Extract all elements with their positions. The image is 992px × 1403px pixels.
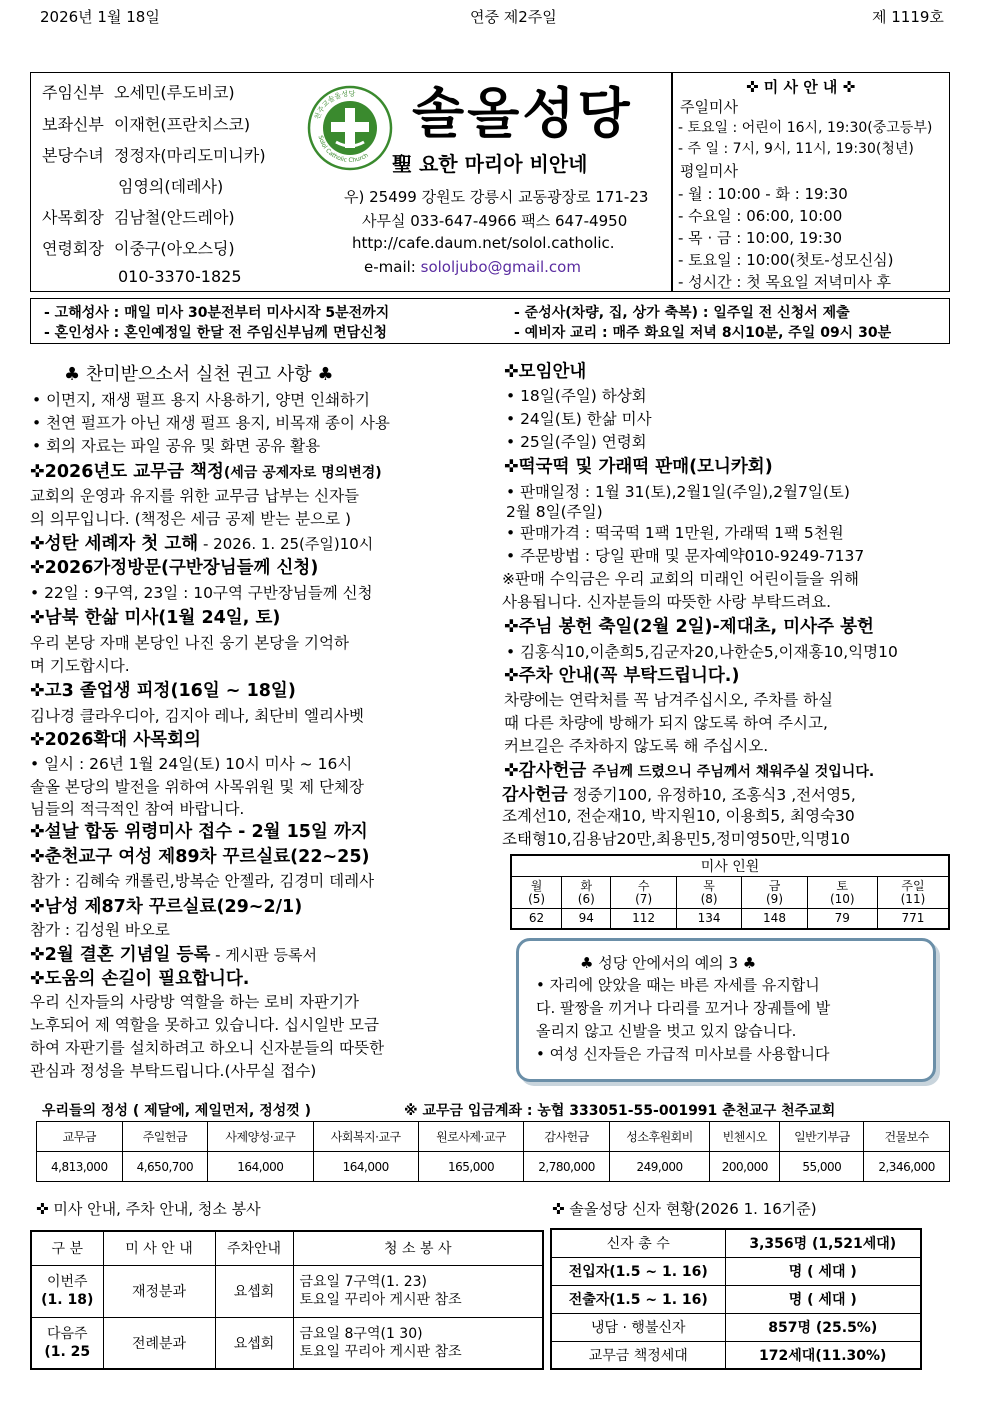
graduate-body: 김나경 클라우디아, 김지아 레나, 최단비 엘리사벳 <box>30 707 364 725</box>
help-title: 도움의 손길이 필요합니다. <box>44 969 250 989</box>
staff-name: 정정자(마리도미니카) <box>114 146 266 165</box>
parish-seal-logo <box>306 84 394 172</box>
service-parking: 요셉회 <box>215 1265 293 1317</box>
attendance-day: 월 <box>530 878 543 893</box>
attendance-table <box>510 854 950 930</box>
members-value: 명 ( 세대 ) <box>725 1257 921 1285</box>
feast-title: 주님 봉헌 축일(2월 2일)-제대초, 미사주 봉헌 <box>518 617 874 637</box>
service-clean: 금요일 8구역(1 30) <box>299 1325 423 1342</box>
offering-head: 원로사제·교구 <box>418 1122 523 1152</box>
attendance-date: (8) <box>700 891 718 906</box>
anniversary-sub: - 게시판 등록서 <box>210 946 318 964</box>
svg-text:Solol Catholic Church: Solol Catholic Church <box>316 134 370 165</box>
ricecake-line: ※판매 수익금은 우리 교회의 미래인 어린이들을 위해 <box>502 570 859 588</box>
parking-body: 차량에는 연락처를 꼭 남겨주십시오, 주차를 하실 <box>504 691 834 709</box>
visit-title: 2026가정방문(구반장님들께 신청) <box>44 558 319 578</box>
thanks-line: 조계선10, 전순재10, 박지원10, 이용희5, 최영숙30 <box>502 807 855 825</box>
ricecake-heading: ✜떡국떡 및 가래떡 판매(모니카회) <box>504 457 773 477</box>
meeting-heading: ✜모임안내 <box>504 362 587 382</box>
members-heading: ✜ 솔올성당 신자 현황(2026 1. 16기준) <box>552 1200 817 1218</box>
thanks-label: 감사헌금 <box>502 785 568 805</box>
men-heading: ✜남성 제87차 꾸르실료(29~2/1) <box>30 897 303 917</box>
members-value: 857명 (25.5%) <box>725 1313 921 1341</box>
staff-name: 김남철(안드레아) <box>114 208 235 227</box>
attendance-date: (10) <box>829 891 855 906</box>
offering-head: 빈첸시오 <box>710 1122 780 1152</box>
parish-address: 우) 25499 강원도 강릉시 교동광장로 171-23 <box>344 188 649 206</box>
eco-item: • 회의 자료는 파일 공유 및 화면 공유 활용 <box>32 437 321 455</box>
parking-body: 때 다른 차량에 방해가 되지 않도록 하여 주시고, <box>504 714 828 732</box>
attendance-day: 토 <box>836 878 849 893</box>
offering-head: 건물보수 <box>864 1122 950 1152</box>
weekday-mass-line: - 월 : 10:00 - 화 : 19:30 <box>678 185 848 203</box>
ricecake-line: 사용됩니다. 신자분들의 따뜻한 사랑 부탁드려요. <box>502 593 832 611</box>
unity-title: 남북 한삶 미사(1월 24일, 토) <box>44 608 281 628</box>
offering-value: 4,650,700 <box>122 1152 208 1182</box>
staff-role: 사목회장 <box>42 208 104 227</box>
parking-body: 커브길은 주차하지 않도록 해 주십시오. <box>504 737 769 755</box>
council-heading: ✜2026확대 사목회의 <box>30 730 201 750</box>
ricecake-line: • 판매가격 : 떡국떡 1팩 1만원, 가래떡 1팩 5천원 <box>506 524 844 542</box>
members-title: 솔올성당 신자 현황(2026 1. 16기준) <box>569 1200 817 1218</box>
feast-body: • 김홍식10,이춘희5,김군자20,나한순5,이재홍10,익명10 <box>506 643 898 661</box>
attendance-date: (7) <box>635 891 653 906</box>
thanks-title: 감사헌금 <box>518 761 587 781</box>
service-week-date: (1. 18) <box>41 1292 94 1308</box>
issue-number: 제 1119호 <box>872 8 944 26</box>
mass-title-text: 미 사 안 내 <box>763 78 838 96</box>
visit-heading: ✜2026가정방문(구반장님들께 신청) <box>30 558 319 578</box>
ricecake-title: 떡국떡 및 가래떡 판매(모니카회) <box>518 457 773 477</box>
eco-title: ♣ 찬미받으소서 실천 권고 사항 ♣ <box>64 364 334 385</box>
service-head: 청 소 봉 사 <box>293 1231 543 1265</box>
attendance-date: (9) <box>766 891 783 906</box>
attendance-day: 화 <box>580 878 593 893</box>
meeting-item: • 18일(주일) 하상회 <box>506 387 647 405</box>
members-key: 전입자(1.5 ~ 1. 16) <box>551 1257 725 1285</box>
attendance-day: 금 <box>768 878 781 893</box>
council-body: 님들의 적극적인 참여 바랍니다. <box>30 800 245 818</box>
tithe-subtitle: (세금 공제자로 명의변경) <box>223 465 382 481</box>
staff-name: 이재헌(프란치스코) <box>114 115 251 134</box>
service-week: 이번주 <box>46 1274 88 1290</box>
bulletin-date: 2026년 1월 18일 <box>40 8 160 26</box>
offering-value: 200,000 <box>710 1152 780 1182</box>
help-body: 노후되어 제 역할을 못하고 있습니다. 십시일반 모금 <box>30 1016 379 1034</box>
attendance-date: (5) <box>528 891 546 906</box>
offering-head: 사제양성·교구 <box>208 1122 313 1152</box>
offering-table <box>36 1121 950 1182</box>
attendance-title: 미사 인원 <box>511 855 949 877</box>
service-mass: 전례분과 <box>103 1317 215 1369</box>
help-body: 하여 자판기를 설치하려고 하오니 신자분들의 따뜻한 <box>30 1039 385 1057</box>
weekday-mass-label: 평일미사 <box>680 162 738 180</box>
service-week-date: (1. 25 <box>44 1343 91 1360</box>
service-head: 구 분 <box>31 1231 103 1265</box>
offering-value: 164,000 <box>313 1152 418 1182</box>
etiquette-line: • 자리에 앉았을 때는 바른 자세를 유지합니 <box>536 976 820 994</box>
weekday-mass-line: - 토요일 : 10:00(첫토-성모신심) <box>678 251 894 269</box>
notice-marriage: - 혼인성사 : 혼인예정일 한달 전 주임신부님께 면담신청 <box>44 325 388 341</box>
parish-cafe-link[interactable]: http://cafe.daum.net/solol.catholic. <box>352 234 615 252</box>
men-title: 남성 제87차 꾸르실료(29~2/1) <box>44 897 303 917</box>
attendance-count: 148 <box>742 909 807 929</box>
service-clean: 토요일 꾸리아 게시판 참조 <box>299 1343 462 1360</box>
council-body: • 일시 : 26년 1월 24일(토) 10시 미사 ~ 16시 <box>30 755 353 773</box>
parish-name: 솔올성당 <box>412 82 633 145</box>
anniversary-title: 2월 결혼 기념일 등록 <box>44 945 211 965</box>
service-mass: 재정분과 <box>103 1265 215 1317</box>
weekday-mass-line: - 목 · 금 : 10:00, 19:30 <box>678 229 843 247</box>
offering-value: 4,813,000 <box>37 1152 123 1182</box>
lunar-title: 설날 합동 위령미사 접수 - 2월 15일 까지 <box>44 822 368 842</box>
members-table <box>550 1228 922 1370</box>
meeting-item: • 25일(주일) 연령회 <box>506 433 647 451</box>
offering-head: 감사헌금 <box>524 1122 610 1152</box>
tithe-title: 2026년도 교무금 책정 <box>44 462 224 482</box>
staff-name: 이중구(아오스딩) <box>114 239 235 258</box>
tithe-body: 교회의 운영과 유지를 위한 교무금 납부는 신자들 <box>30 487 360 505</box>
etiquette-title: ♣ 성당 안에서의 예의 3 ♣ <box>580 954 757 972</box>
service-row <box>31 1317 543 1369</box>
weekday-mass-line: - 수요일 : 06:00, 10:00 <box>678 207 843 225</box>
meeting-title: 모임안내 <box>518 362 587 382</box>
sunday-mass-line: - 주 일 : 7시, 9시, 11시, 19:30(청년) <box>678 141 914 157</box>
offering-head: 성소후원회비 <box>609 1122 709 1152</box>
parking-heading: ✜주차 안내(꼭 부탁드립니다.) <box>504 666 740 686</box>
staff-role: 본당수녀 <box>42 146 104 165</box>
attendance-count: 134 <box>676 909 741 929</box>
members-value: 172세대(11.30%) <box>725 1341 921 1369</box>
service-week: 다음주 <box>46 1325 88 1342</box>
confession-date: - 2026. 1. 25(주일)10시 <box>198 535 374 553</box>
service-parking: 요셉회 <box>215 1317 293 1369</box>
attendance-count: 62 <box>511 909 562 929</box>
offering-head: 교무금 <box>37 1122 123 1152</box>
attendance-count: 771 <box>877 909 949 929</box>
tithe-heading: ✜2026년도 교무금 책정(세금 공제자로 명의변경) <box>30 462 382 482</box>
thanks-line: 조태형10,김용남20만,최용민5,정미영50만,익명10 <box>502 830 851 848</box>
confession-heading: ✜성탄 세례자 첫 고해 - 2026. 1. 25(주일)10시 <box>30 534 374 554</box>
offering-value: 2,780,000 <box>524 1152 610 1182</box>
service-table <box>30 1230 544 1370</box>
sunday-mass-line: - 토요일 : 어린이 16시, 19:30(중고등부) <box>678 120 933 136</box>
staff-role: 보좌신부 <box>42 115 104 134</box>
members-key: 전출자(1.5 ~ 1. 16) <box>551 1285 725 1313</box>
women-title: 춘천교구 여성 제89차 꾸르실료(22~25) <box>44 847 370 867</box>
ricecake-line: • 주문방법 : 당일 판매 및 문자예약010-9249-7137 <box>506 547 865 565</box>
service-head: 주차안내 <box>215 1231 293 1265</box>
offering-value: 55,000 <box>780 1152 864 1182</box>
tithe-body: 의 의무입니다. (책정은 세금 공제 받는 분으로 ) <box>30 510 352 528</box>
thanks-subtitle: 주님께 드렸으니 주님께서 채워주실 것입니다. <box>592 764 875 780</box>
attendance-day: 주일 <box>901 878 925 893</box>
members-key: 냉담 · 행불신자 <box>551 1313 725 1341</box>
parish-saint: 聖 요한 마리아 비안네 <box>392 152 588 176</box>
liturgical-week: 연중 제2주일 <box>470 8 557 26</box>
unity-body: 우리 본당 자매 본당인 나진 웅기 본당을 기억하 <box>30 634 349 652</box>
etiquette-line: 올리지 않고 신발을 벗고 있지 않습니다. <box>536 1022 797 1040</box>
offering-title: 우리들의 정성 ( 제달에, 제일먼저, 정성껏 ) <box>42 1103 312 1119</box>
offering-value: 165,000 <box>418 1152 523 1182</box>
offering-value: 249,000 <box>609 1152 709 1182</box>
members-key: 교무금 책정세대 <box>551 1341 725 1369</box>
thanks-names: 정중기100, 유정하10, 조홍식3 ,전서영5, <box>567 786 856 804</box>
visit-body: • 22일 : 9구역, 23일 : 10구역 구반장님들께 신청 <box>30 584 373 602</box>
unity-body: 며 기도합시다. <box>30 657 130 675</box>
women-body: 참가 : 김혜숙 캐롤린,방복순 안젤라, 김경미 데레사 <box>30 872 375 890</box>
service-row <box>31 1265 543 1317</box>
email-link[interactable]: sololjubo@gmail.com <box>420 258 581 276</box>
attendance-date: (11) <box>900 891 926 906</box>
men-body: 참가 : 김성원 바오로 <box>30 921 170 939</box>
weekday-mass-line: - 성시간 : 첫 목요일 저녁미사 후 <box>678 273 891 291</box>
mass-title: ✜ 미 사 안 내 ✜ <box>746 78 856 96</box>
members-value: 3,356명 (1,521세대) <box>725 1229 921 1257</box>
parish-phone: 사무실 033-647-4966 팩스 647-4950 <box>362 212 628 230</box>
svg-text:천주교솔올성당: 천주교솔올성당 <box>313 89 356 121</box>
thanks-line <box>502 780 856 805</box>
meeting-item: • 24일(토) 한삶 미사 <box>506 410 652 428</box>
etiquette-line: 다. 팔짱을 끼거나 다리를 꼬거나 장궤틀에 발 <box>536 999 831 1017</box>
confession-title: 성탄 세례자 첫 고해 <box>44 534 199 554</box>
members-value: 명 ( 세대 ) <box>725 1285 921 1313</box>
eco-item: • 이면지, 재생 펄프 용지 사용하기, 양면 인쇄하기 <box>32 391 370 409</box>
service-head: 미 사 안 내 <box>103 1231 215 1265</box>
members-key: 신자 총 수 <box>551 1229 725 1257</box>
offering-head: 주일헌금 <box>122 1122 208 1152</box>
service-clean: 금요일 7구역(1. 23) <box>299 1274 428 1290</box>
service-clean: 토요일 꾸리아 게시판 참조 <box>299 1292 462 1308</box>
ricecake-line: • 판매일정 : 1월 31(토),2월1일(주일),2월7일(토) <box>506 483 850 501</box>
staff-name: 임영의(데레사) <box>118 177 224 196</box>
service-heading: ✜ 미사 안내, 주차 안내, 청소 봉사 <box>36 1200 261 1218</box>
unity-heading: ✜남북 한삶 미사(1월 24일, 토) <box>30 608 281 628</box>
attendance-count: 94 <box>562 909 611 929</box>
attendance-count: 112 <box>611 909 676 929</box>
attendance-day: 목 <box>703 878 715 893</box>
graduate-title: 고3 졸업생 피정(16일 ~ 18일) <box>44 681 296 701</box>
eco-item: • 천연 펄프가 아닌 재생 펄프 용지, 비목재 종이 사용 <box>32 414 390 432</box>
attendance-count: 79 <box>807 909 877 929</box>
lunar-heading: ✜설날 합동 위령미사 접수 - 2월 15일 까지 <box>30 822 368 842</box>
offering-head: 일반기부금 <box>780 1122 864 1152</box>
graduate-heading: ✜고3 졸업생 피정(16일 ~ 18일) <box>30 681 296 701</box>
offering-account: ※ 교무금 입금계좌 : 농협 333051-55-001991 춘천교구 천주교회 <box>404 1103 836 1119</box>
staff-role: 연령회장 <box>42 239 104 258</box>
council-title: 2026확대 사목회의 <box>44 730 201 750</box>
notice-catechumen: - 예비자 교리 : 매주 화요일 저녁 8시10분, 주일 09시 30분 <box>514 325 892 341</box>
etiquette-line: • 여성 신자들은 가급적 미사보를 사용합니다 <box>536 1045 830 1063</box>
attendance-date: (6) <box>577 891 595 906</box>
help-body: 우리 신자들의 사랑방 역할을 하는 로비 자판기가 <box>30 993 360 1011</box>
notice-confession: - 고해성사 : 매일 미사 30분전부터 미사시작 5분전까지 <box>44 305 390 321</box>
offering-value: 164,000 <box>208 1152 313 1182</box>
attendance-day: 수 <box>637 878 650 893</box>
staff-role: 주임신부 <box>42 83 104 102</box>
email-label: e-mail: <box>364 258 416 276</box>
help-heading: ✜도움의 손길이 필요합니다. <box>30 969 250 989</box>
ricecake-line: 2월 8일(주일) <box>506 503 603 521</box>
offering-value: 2,346,000 <box>864 1152 950 1182</box>
anniversary-heading: ✜2월 결혼 기념일 등록 - 게시판 등록서 <box>30 945 318 965</box>
help-body: 관심과 정성을 부탁드립니다.(사무실 접수) <box>30 1062 317 1080</box>
thanks-heading: ✜감사헌금 주님께 드렸으니 주님께서 채워주실 것입니다. <box>504 761 875 781</box>
sunday-mass-label: 주일미사 <box>680 98 738 116</box>
offering-head: 사회복지·교구 <box>313 1122 418 1152</box>
council-body: 솔올 본당의 발전을 위하여 사목위원 및 제 단체장 <box>30 778 364 796</box>
feast-heading: ✜주님 봉헌 축일(2월 2일)-제대초, 미사주 봉헌 <box>504 617 874 637</box>
staff-phone: 010-3370-1825 <box>118 267 242 286</box>
notice-blessing: - 준성사(차량, 집, 상가 축복) : 일주일 전 신청서 제출 <box>514 305 850 321</box>
women-heading: ✜춘천교구 여성 제89차 꾸르실료(22~25) <box>30 847 370 867</box>
parking-title: 주차 안내(꼭 부탁드립니다.) <box>518 666 740 686</box>
staff-name: 오세민(루도비코) <box>114 83 235 102</box>
service-title: 미사 안내, 주차 안내, 청소 봉사 <box>53 1200 261 1218</box>
